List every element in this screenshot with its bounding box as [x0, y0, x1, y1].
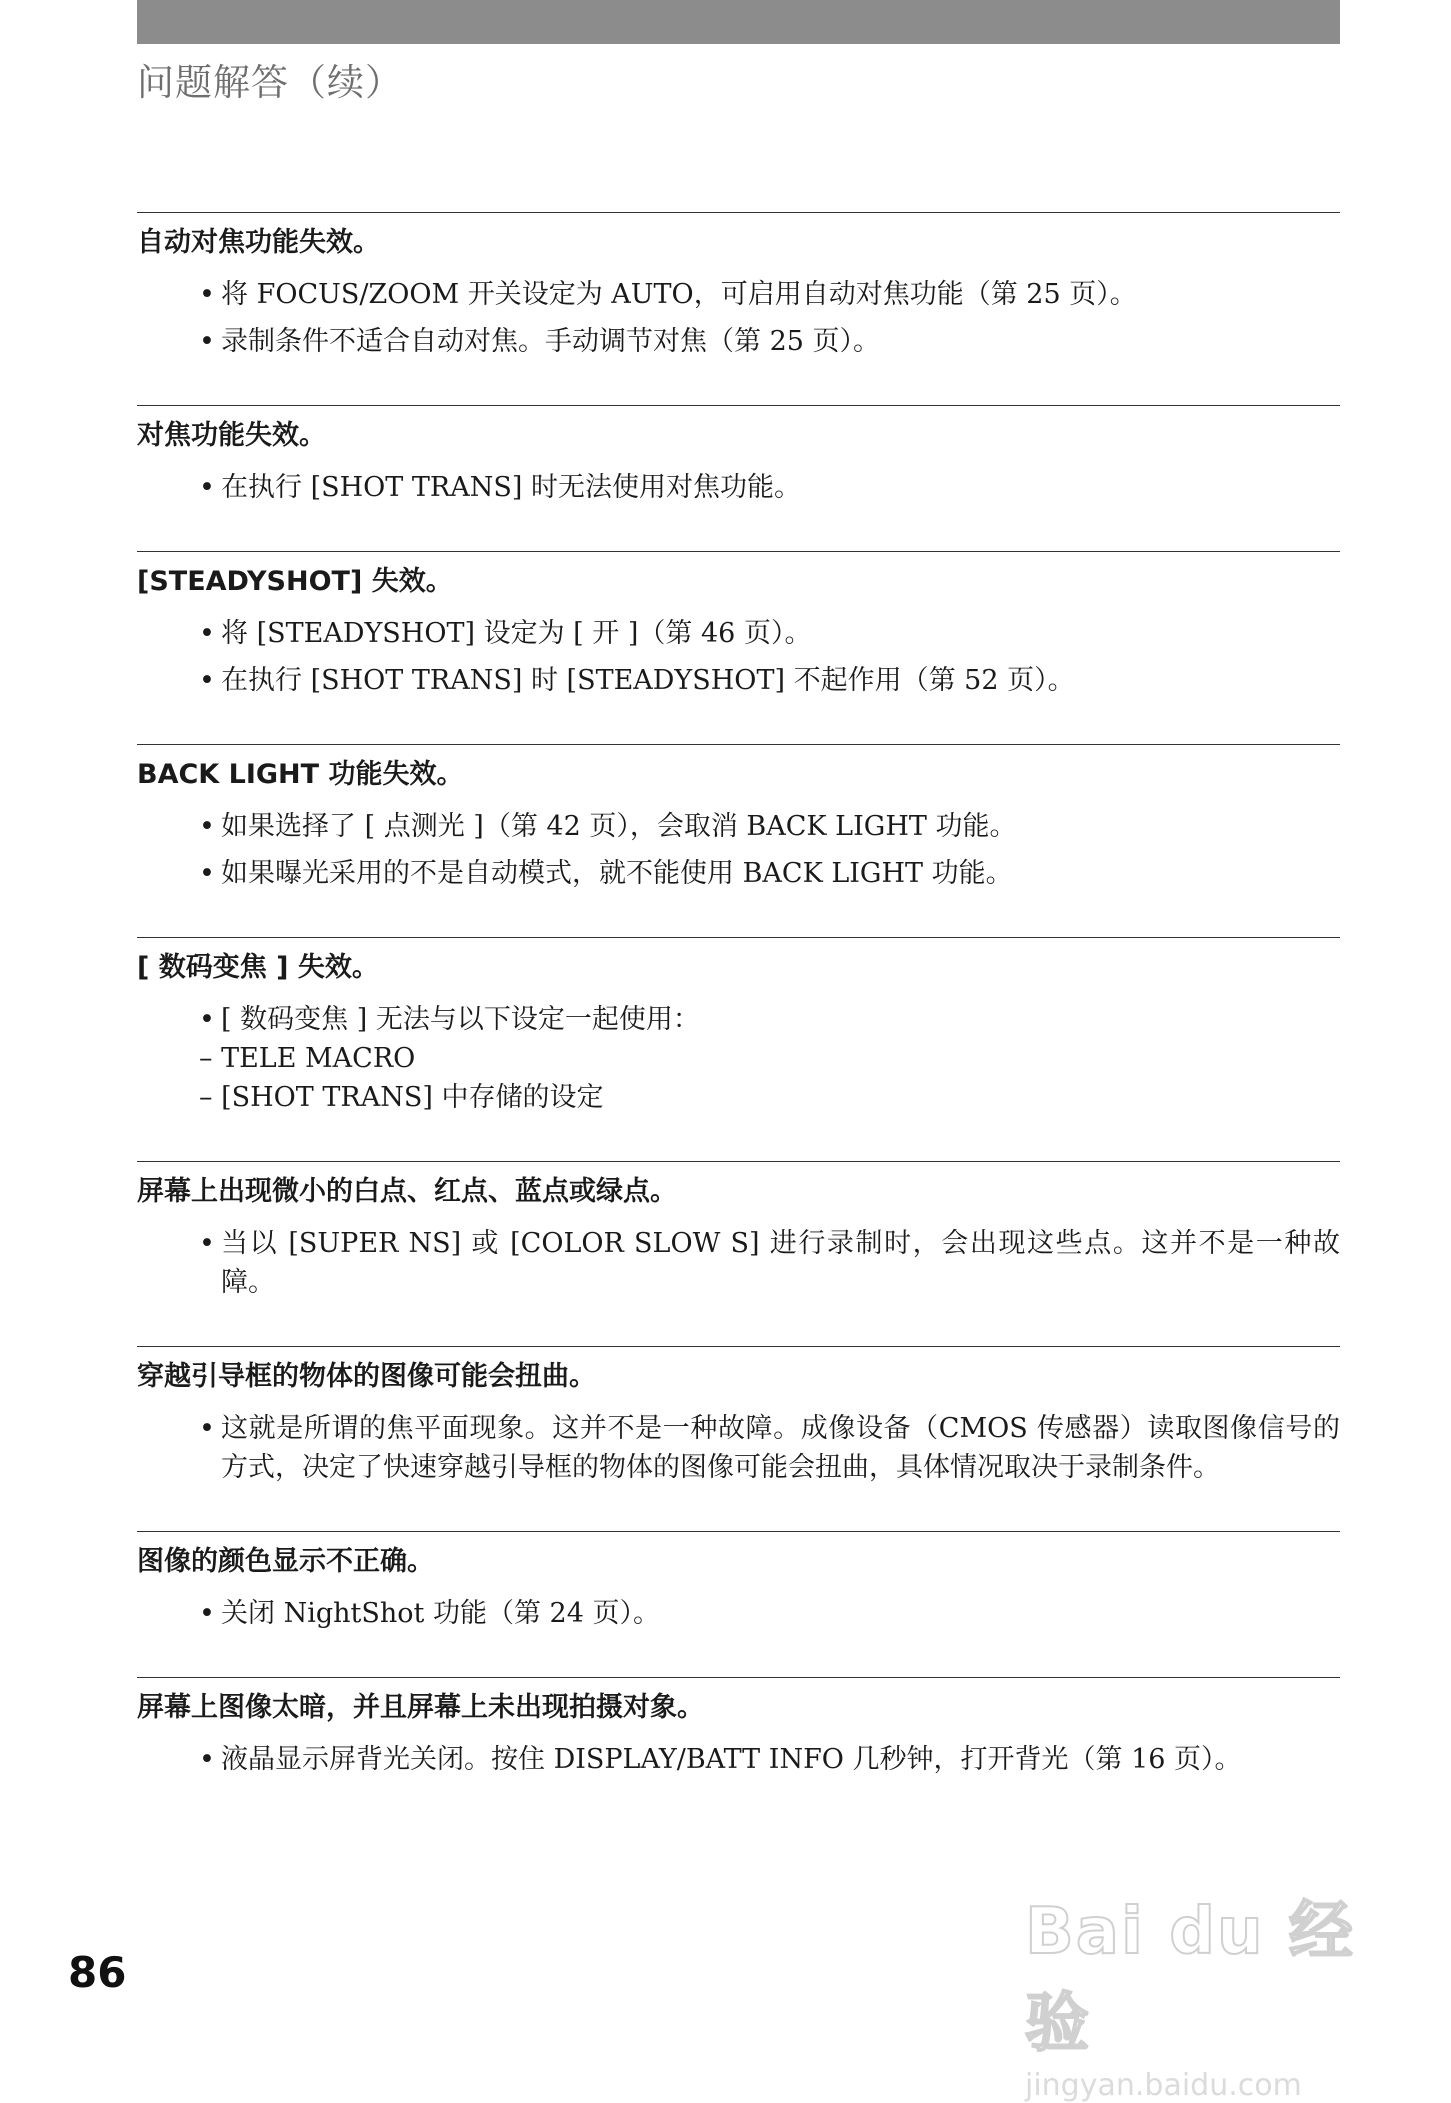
bullet-icon: • — [199, 1744, 215, 1775]
watermark — [1025, 1880, 1365, 2103]
answer-list — [137, 1594, 1340, 1633]
section-title: [STEADYSHOT] 失效。 — [137, 566, 453, 597]
faq-section-autofocus — [137, 212, 1340, 361]
answer-item: • 液晶显示屏背光关闭。按住 DISPLAY/BATT INFO 几秒钟，打开背光（第 16 页）。 — [199, 1740, 1340, 1779]
answer-subitem: – TELE MACRO — [199, 1043, 416, 1074]
faq-section-color — [137, 1531, 1340, 1633]
answer-list — [137, 468, 1340, 507]
section-title: [ 数码变焦 ] 失效。 — [137, 952, 379, 983]
bullet-icon: • — [199, 1004, 215, 1035]
answer-item: • [ 数码变焦 ] 无法与以下设定一起使用： — [199, 1000, 1340, 1039]
watermark-url: jingyan.baidu.com — [1025, 2068, 1302, 2103]
bullet-icon: • — [199, 326, 215, 357]
answer-list — [137, 614, 1340, 700]
faq-section-dots — [137, 1161, 1340, 1302]
page-number: 86 — [68, 1948, 127, 1997]
faq-section-steadyshot — [137, 551, 1340, 700]
answer-item: • 如果曝光采用的不是自动模式，就不能使用 BACK LIGHT 功能。 — [199, 854, 1340, 893]
faq-content — [137, 212, 1340, 1787]
answer-list — [137, 275, 1340, 361]
section-title: 自动对焦功能失效。 — [137, 227, 380, 258]
answer-list — [137, 1000, 1340, 1117]
faq-section-distortion — [137, 1346, 1340, 1487]
answer-subitem: – [SHOT TRANS] 中存储的设定 — [199, 1082, 604, 1113]
section-title: 屏幕上出现微小的白点、红点、蓝点或绿点。 — [137, 1176, 677, 1207]
answer-item: • 录制条件不适合自动对焦。手动调节对焦（第 25 页）。 — [199, 322, 1340, 361]
bullet-icon: • — [199, 665, 215, 696]
section-title: 对焦功能失效。 — [137, 420, 326, 451]
bullet-icon: • — [199, 1228, 215, 1259]
bullet-icon: • — [199, 858, 215, 889]
answer-item: • 当以 [SUPER NS] 或 [COLOR SLOW S] 进行录制时，会出现这些点。这并不是一种故障。 — [199, 1224, 1340, 1302]
section-title: 图像的颜色显示不正确。 — [137, 1546, 434, 1577]
answer-item: • 将 FOCUS/ZOOM 开关设定为 AUTO，可启用自动对焦功能（第 25 页）。 — [199, 275, 1340, 314]
bullet-icon: • — [199, 811, 215, 842]
bullet-icon: • — [199, 279, 215, 310]
answer-list — [137, 1409, 1340, 1487]
answer-item: • 这就是所谓的焦平面现象。这并不是一种故障。成像设备（CMOS 传感器）读取图像信号的方式，决定了快速穿越引导框的物体的图像可能会扭曲，具体情况取决于录制条件。 — [199, 1409, 1340, 1487]
faq-section-dark-screen — [137, 1677, 1340, 1779]
bullet-icon: • — [199, 618, 215, 649]
section-title: BACK LIGHT 功能失效。 — [137, 759, 464, 790]
answer-item: • 关闭 NightShot 功能（第 24 页）。 — [199, 1594, 1340, 1633]
section-title: 穿越引导框的物体的图像可能会扭曲。 — [137, 1361, 596, 1392]
answer-item: • 将 [STEADYSHOT] 设定为 [ 开 ]（第 46 页）。 — [199, 614, 1340, 653]
faq-section-focus — [137, 405, 1340, 507]
bullet-icon: • — [199, 472, 215, 503]
faq-section-digital-zoom — [137, 937, 1340, 1117]
answer-list — [137, 807, 1340, 893]
answer-list — [137, 1740, 1340, 1779]
answer-list — [137, 1224, 1340, 1302]
answer-item: • 在执行 [SHOT TRANS] 时 [STEADYSHOT] 不起作用（第 52 页）。 — [199, 661, 1340, 700]
page-title: 问题解答（续） — [137, 61, 403, 104]
header-bar — [137, 0, 1340, 44]
faq-section-backlight — [137, 744, 1340, 893]
section-title: 屏幕上图像太暗，并且屏幕上未出现拍摄对象。 — [137, 1692, 704, 1723]
baidu-jingyan-logo: Bai du 经验 — [1025, 1895, 1355, 2061]
answer-item: • 在执行 [SHOT TRANS] 时无法使用对焦功能。 — [199, 468, 1340, 507]
bullet-icon: • — [199, 1598, 215, 1629]
answer-item: • 如果选择了 [ 点测光 ]（第 42 页），会取消 BACK LIGHT 功能。 — [199, 807, 1340, 846]
bullet-icon: • — [199, 1413, 215, 1444]
